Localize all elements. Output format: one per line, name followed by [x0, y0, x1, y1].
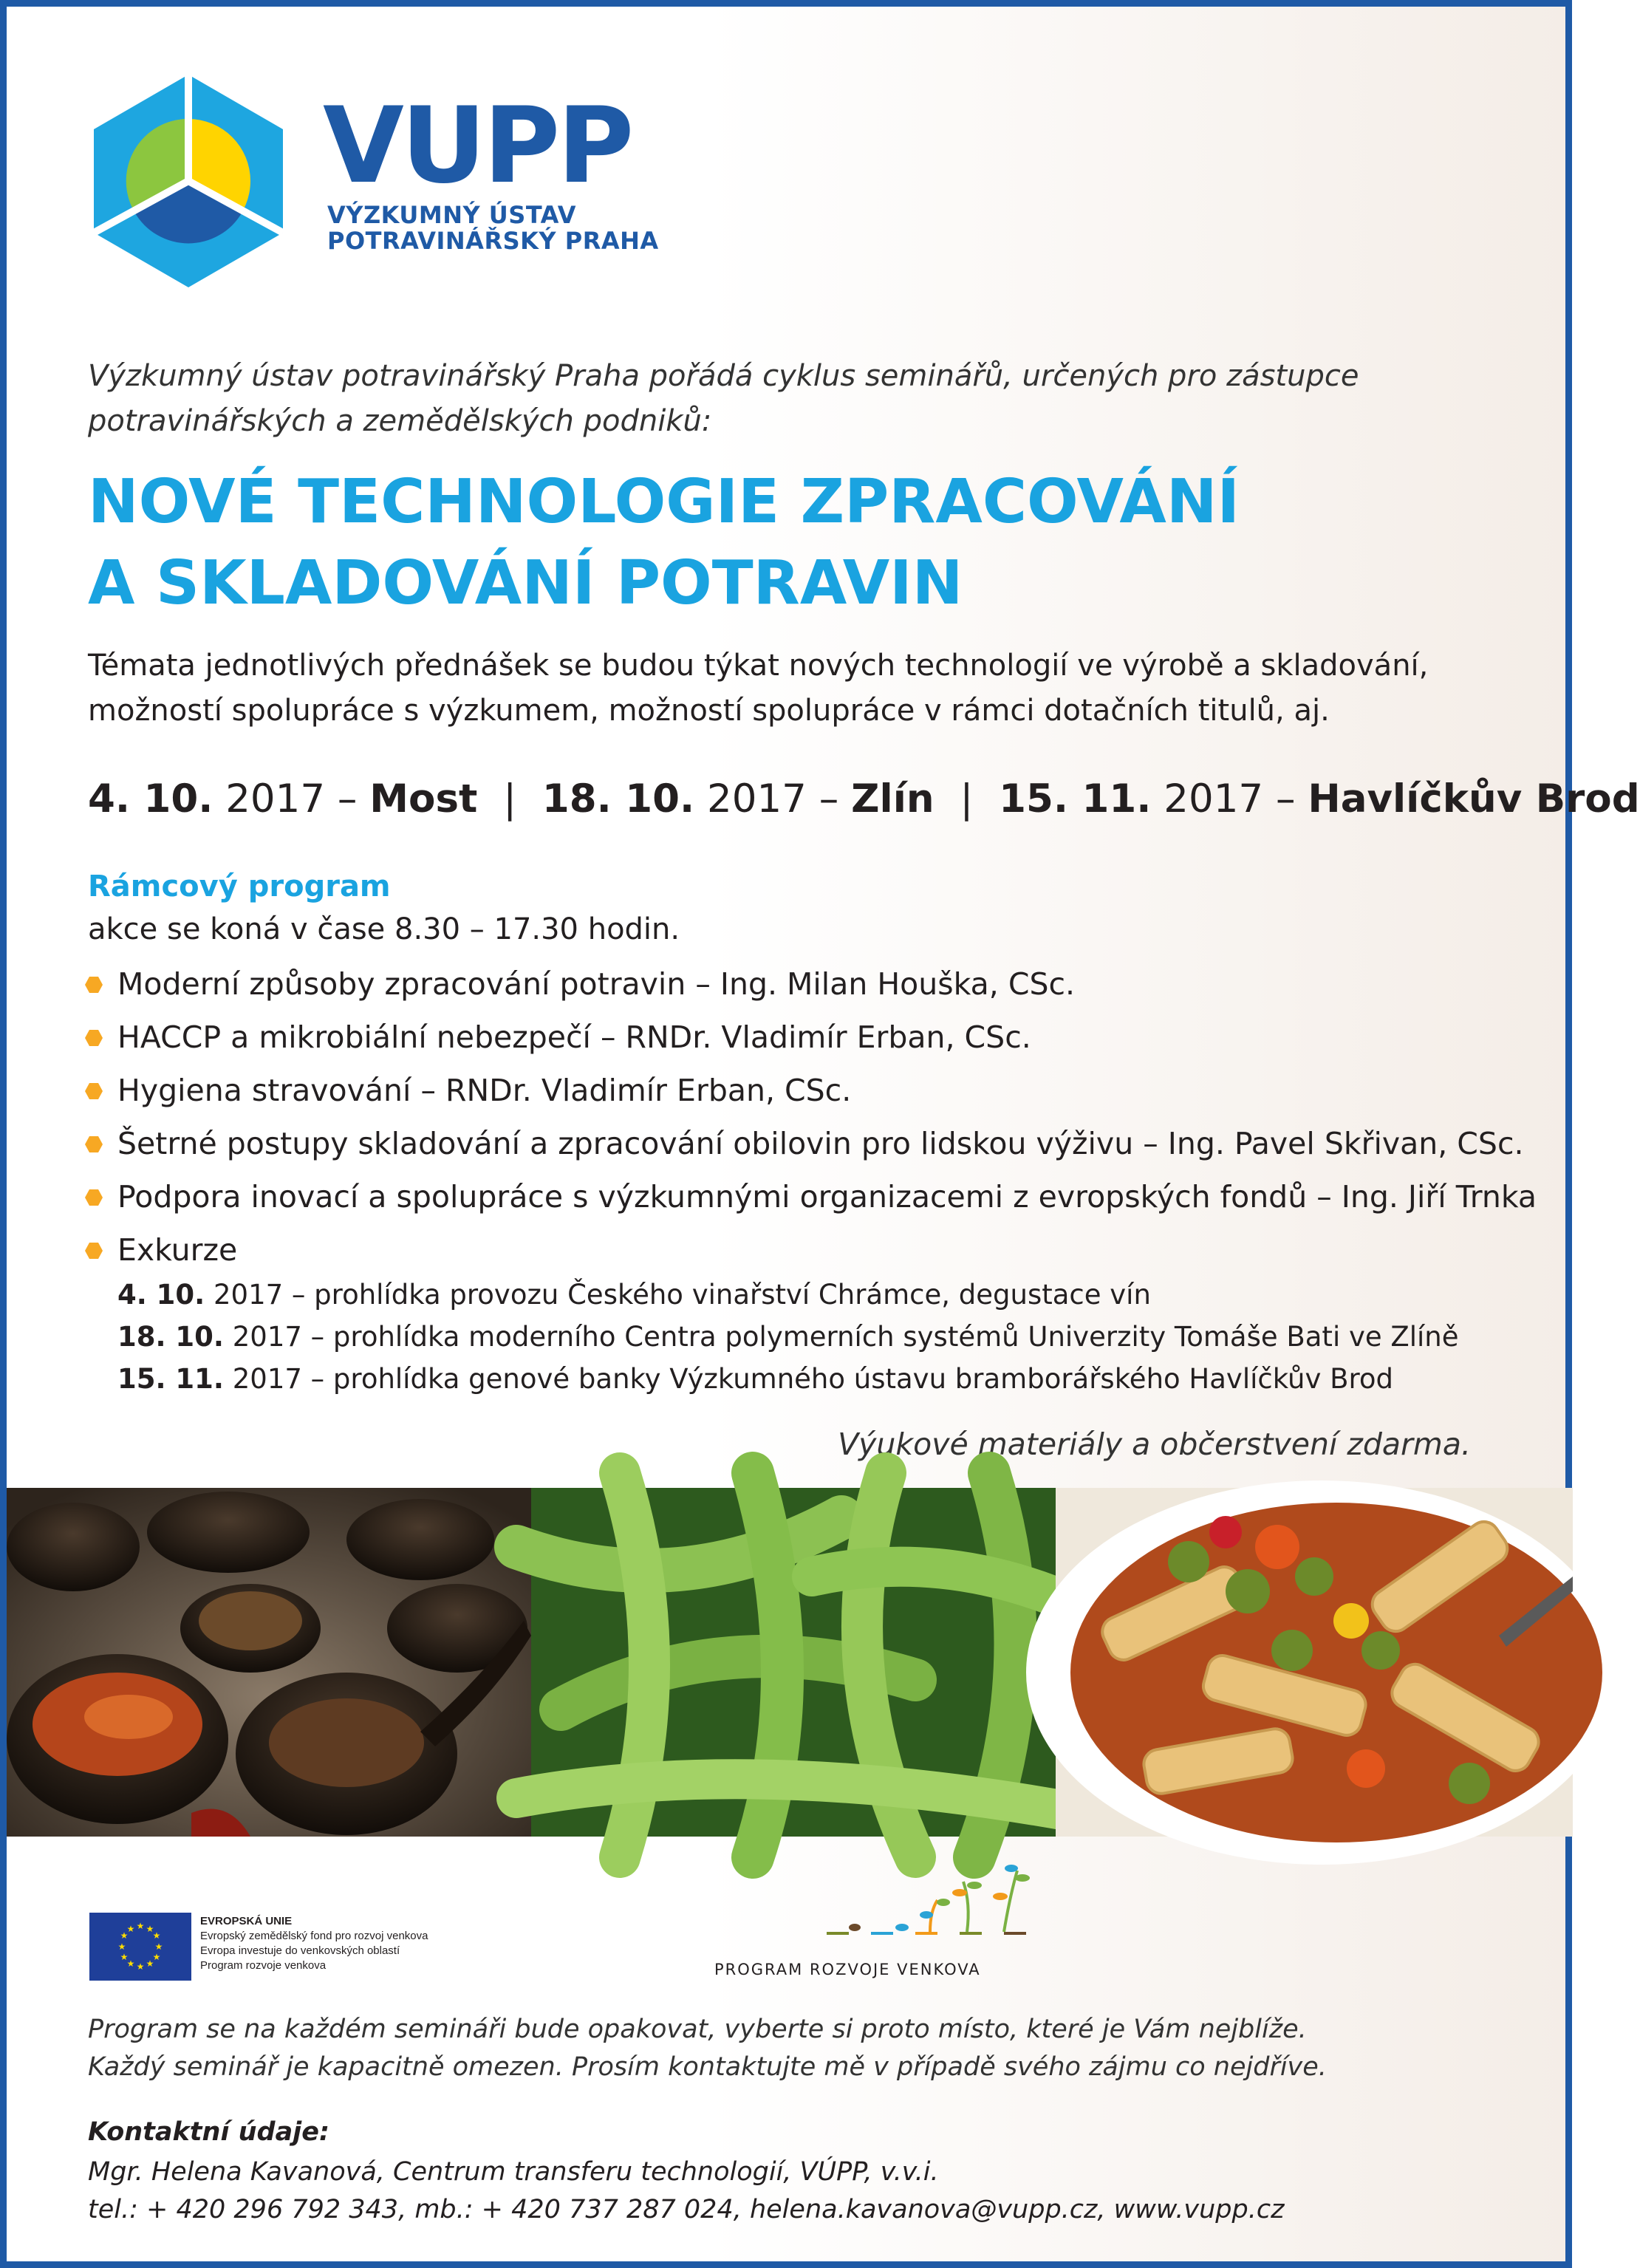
- svg-text:★: ★: [136, 1921, 145, 1931]
- eu-text: EVROPSKÁ UNIE Evropský zemědělský fond pro rozvoj venkova Evropa investuje do venkovských oblastí Program rozvoje venkova: [200, 1915, 428, 1972]
- prv-logo-icon: [819, 1859, 1041, 1948]
- svg-text:★: ★: [117, 1941, 126, 1952]
- logo-wordmark: VUPP: [323, 85, 632, 207]
- intro-line: Výzkumný ústav potravinářský Praha pořádá cyklus seminářů, určených pro zástupce: [88, 359, 1359, 393]
- prv-label: PROGRAM ROZVOJE VENKOVA: [714, 1961, 981, 1978]
- contact-details: [88, 2153, 1285, 2229]
- contact-phone-email: tel.: + 420 296 792 343, mb.: + 420 737 287 024, helena.kavanova@vupp.cz, www.vupp.cz: [88, 2195, 1285, 2224]
- date-most: 4. 10. 2017 – Most: [88, 776, 478, 822]
- svg-text:★: ★: [126, 1924, 135, 1934]
- svg-text:★: ★: [126, 1958, 135, 1969]
- date-separator: |: [503, 776, 517, 822]
- headline-line2: A SKLADOVÁNÍ POTRAVIN: [88, 548, 963, 618]
- svg-text:★: ★: [154, 1941, 163, 1952]
- topics-line: Témata jednotlivých přednášek se budou týkat nových technologií ve výrobě a skladování,: [88, 649, 1429, 683]
- list-item: Moderní způsoby zpracování potravin – Ing. Milan Houška, CSc.: [85, 961, 1537, 1014]
- date-separator: |: [960, 776, 974, 822]
- list-item: Podpora inovací a spolupráce s výzkumnými organizacemi z evropských fondů – Ing. Jiří Trnka: [85, 1174, 1537, 1227]
- svg-text:★: ★: [152, 1930, 161, 1941]
- eu-flag-icon: [89, 1913, 191, 1981]
- contact-name: Mgr. Helena Kavanová, Centrum transferu technologií, VÚPP, v.v.i.: [88, 2157, 939, 2187]
- logo-subtitle-line2: POTRAVINÁŘSKÝ PRAHA: [327, 227, 659, 255]
- headline-line1: NOVÉ TECHNOLOGIE ZPRACOVÁNÍ: [88, 467, 1240, 537]
- list-item: Hygiena stravování – RNDr. Vladimír Erban, CSc.: [85, 1068, 1537, 1121]
- date-zlin: 18. 10. 2017 – Zlín: [541, 776, 935, 822]
- svg-text:★: ★: [146, 1958, 154, 1969]
- logo-subtitle-line1: VÝZKUMNÝ ÚSTAV: [327, 201, 577, 229]
- excursion-item: 15. 11. 2017 – prohlídka genové banky Výzkumného ústavu bramborářského Havlíčkův Brod: [117, 1363, 1394, 1395]
- contact-title: Kontaktní údaje:: [88, 2117, 329, 2147]
- excursion-list: [117, 1274, 1459, 1400]
- svg-text:★: ★: [120, 1952, 129, 1962]
- hexagon-bullet-icon: [85, 1135, 103, 1153]
- spices-photo: [7, 1488, 531, 1837]
- seminar-dates: [88, 776, 1640, 822]
- hexagon-bullet-icon: [85, 1029, 103, 1047]
- hexagon-bullet-icon: [85, 1242, 103, 1260]
- hexagon-bullet-icon: [85, 1189, 103, 1206]
- green-beans-photo: [531, 1488, 1056, 1837]
- date-havlickuv-brod: 15. 11. 2017 – Havlíčkův Brod: [999, 776, 1640, 822]
- program-list: [85, 961, 1537, 1280]
- topics-line: možností spolupráce s výzkumem, možností spolupráce v rámci dotačních titulů, aj.: [88, 694, 1330, 728]
- intro-line: potravinářských a zemědělských podniků:: [88, 404, 712, 438]
- list-item: Šetrné postupy skladování a zpracování obilovin pro lidskou výživu – Ing. Pavel Skřivan, CSc.: [85, 1121, 1537, 1174]
- svg-text:★: ★: [120, 1930, 129, 1941]
- hexagon-bullet-icon: [85, 1082, 103, 1100]
- repeat-note: Program se na každém semináři bude opakovat, vyberte si proto místo, které je Vám nejblíže. Každý seminář je kapacitně omezen. Prosím kontaktujte mě v případě svého zájmu co nejdříve.: [88, 2015, 1327, 2082]
- free-materials-note: Výukové materiály a občerstvení zdarma.: [838, 1427, 1471, 1462]
- list-item: HACCP a mikrobiální nebezpečí – RNDr. Vladimír Erban, CSc.: [85, 1014, 1537, 1068]
- program-time: akce se koná v čase 8.30 – 17.30 hodin.: [88, 912, 680, 946]
- list-item: Exkurze: [85, 1227, 1537, 1280]
- svg-text:★: ★: [152, 1952, 161, 1962]
- vupp-logo-icon: [89, 72, 287, 290]
- intro-text: [88, 354, 1492, 444]
- svg-text:★: ★: [146, 1924, 154, 1934]
- excursion-item: 18. 10. 2017 – prohlídka moderního Centra polymerních systémů Univerzity Tomáše Bati ve Zlíně: [117, 1321, 1459, 1353]
- excursion-item: 4. 10. 2017 – prohlídka provozu Českého vinařství Chrámce, degustace vín: [117, 1279, 1151, 1311]
- pasta-photo: [1056, 1488, 1573, 1837]
- hexagon-bullet-icon: [85, 976, 103, 994]
- svg-text:★: ★: [136, 1961, 145, 1972]
- topics-text: [88, 643, 1536, 734]
- program-title: Rámcový program: [88, 870, 391, 904]
